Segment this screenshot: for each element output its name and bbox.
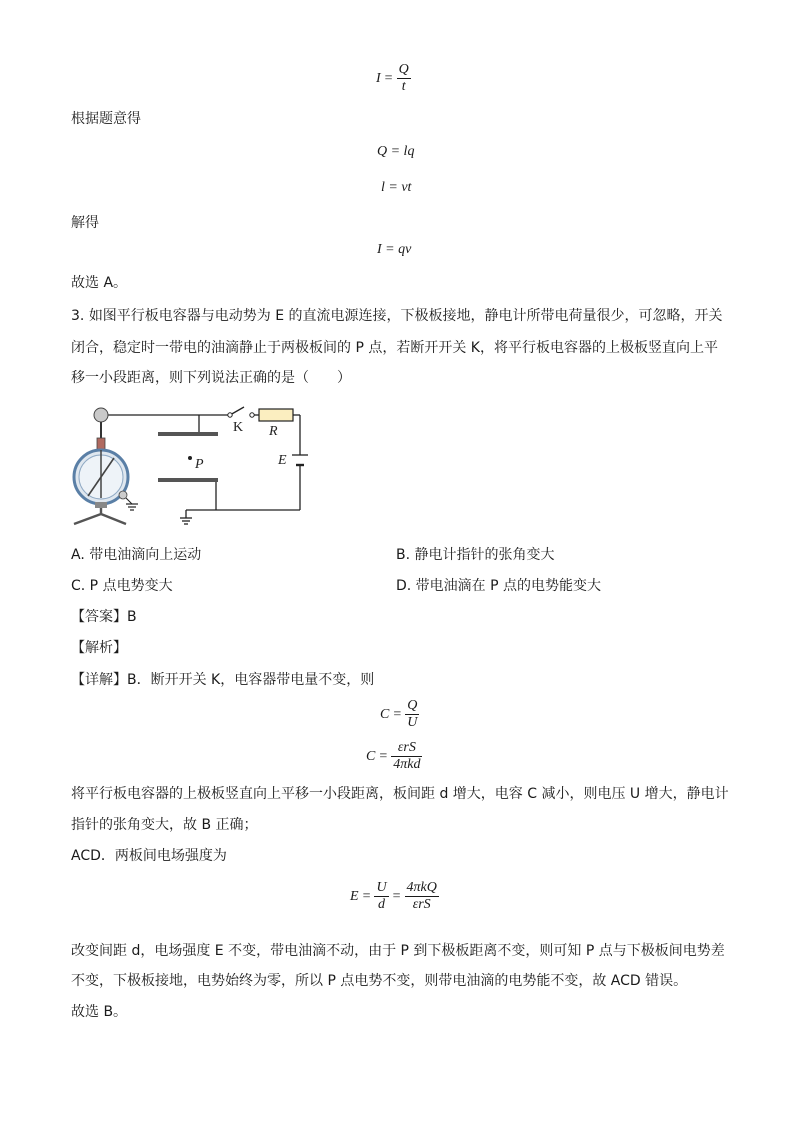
electrometer-base <box>95 502 107 508</box>
electrometer-terminal <box>119 491 127 499</box>
option-b: B. 静电计指针的张角变大 <box>396 547 555 563</box>
answer-label: 【答案】B <box>71 609 137 625</box>
upper-plate <box>158 432 218 436</box>
question-line-1: 3. 如图平行板电容器与电动势为 E 的直流电源连接，下极板接地，静电计所带电荷量很少，可忽略，开关 <box>71 308 723 324</box>
option-a: A. 带电油滴向上运动 <box>71 547 202 563</box>
equation-capacitance-formula: C = $\frac{\text{εrS}}{\text{4πkd}}$ <box>366 740 421 772</box>
point-p-dot <box>188 456 192 460</box>
circuit-diagram <box>66 400 316 535</box>
equation-capacitance-def: C = $\frac{Q}{U}$ <box>380 698 418 730</box>
label-e: E <box>278 453 287 468</box>
question-line-3: 移一小段距离，则下列说法正确的是（ ） <box>71 370 351 386</box>
electrometer-knob <box>94 408 108 422</box>
equation-field-strength: E = $\frac{U}{d}$ = $\frac{\text{4πkQ}}{\text{εrS}}$ <box>350 880 437 912</box>
question-line-2: 闭合，稳定时一带电的油滴静止于两极板间的 P 点，若断开开关 K，将平行板电容器的上极板竖直向上平 <box>71 340 718 356</box>
electrometer-ground-wire <box>126 498 132 504</box>
equation-q-lq: Q = lq <box>377 144 415 159</box>
detail-paragraph: 【详解】B．断开开关 K，电容器带电量不变，则 <box>71 672 375 688</box>
analysis-label: 【解析】 <box>71 640 127 656</box>
paragraph-b-2: 指针的张角变大，故 B 正确； <box>71 817 258 833</box>
paragraph-choose-a: 故选 A。 <box>71 275 128 291</box>
label-k: K <box>233 420 244 435</box>
option-d: D. 带电油滴在 P 点的电势能变大 <box>396 578 602 594</box>
paragraph-according: 根据题意得 <box>71 111 141 127</box>
label-r: R <box>269 424 278 439</box>
equation-current-definition: I = $\frac{Q}{t}$ <box>376 62 409 94</box>
paragraph-choose-b: 故选 B。 <box>71 1004 128 1020</box>
equation-i-qv: I = qv <box>377 242 412 257</box>
resistor-r <box>259 409 293 421</box>
paragraph-c-1: 改变间距 d，电场强度 E 不变，带电油滴不动，由于 P 到下极板距离不变，则可知 P 点与下极板间电势差 <box>71 943 725 959</box>
paragraph-c-2: 不变，下极板接地，电势始终为零，所以 P 点电势不变，则带电油滴的电势能不变，故 ACD 错误。 <box>71 973 688 989</box>
switch-contact-right <box>250 413 254 417</box>
electrometer-insulator <box>97 438 105 450</box>
label-p: P <box>195 457 204 472</box>
option-c: C. P 点电势变大 <box>71 578 173 594</box>
lower-plate <box>158 478 218 482</box>
switch-contact-left <box>228 413 232 417</box>
paragraph-b-1: 将平行板电容器的上极板竖直向上平移一小段距离，板间距 d 增大，电容 C 减小，则电压 U 增大，静电计 <box>71 786 729 802</box>
paragraph-solve: 解得 <box>71 215 99 231</box>
paragraph-acd: ACD．两板间电场强度为 <box>71 848 227 864</box>
equation-l-vt: l = vt <box>381 180 412 195</box>
